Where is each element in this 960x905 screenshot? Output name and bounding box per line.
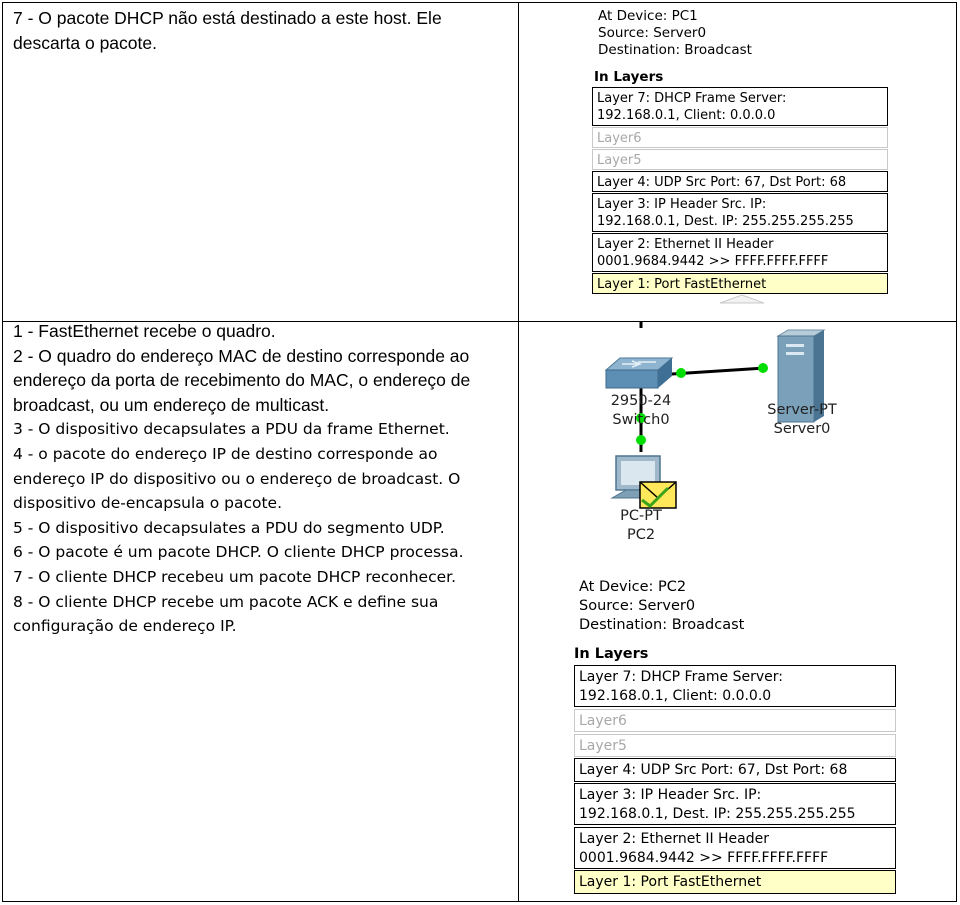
step-1: 1 - FastEthernet recebe o quadro. — [13, 321, 276, 341]
steps-list — [13, 319, 513, 639]
layer-2-box[interactable]: Layer 2: Ethernet II Header 0001.9684.9442 >> FFFF.FFFF.FFFF — [592, 233, 888, 272]
source: Source: Server0 — [579, 598, 696, 614]
switch-name-label: Switch0 — [612, 412, 670, 428]
server-model-label: Server-PT — [767, 402, 837, 418]
layer-6-box[interactable]: Layer6 — [592, 127, 888, 148]
destination: Destination: Broadcast — [598, 42, 752, 58]
step-6: 6 - O pacote é um pacote DHCP. O cliente DHCP processa. — [13, 543, 464, 562]
step-4: 4 - o pacote do endereço IP de destino corresponde ao endereço IP do dispositivo ou o endereço de broadcast. O dispositivo de-encapsula o pacote. — [13, 444, 461, 513]
step-5: 5 - O dispositivo decapsulates a PDU do segmento UDP. — [13, 518, 445, 537]
pc-model-label: PC-PT — [620, 508, 662, 524]
layer-7-box[interactable]: Layer 7: DHCP Frame Server: 192.168.0.1, Client: 0.0.0.0 — [574, 665, 896, 707]
layer-5-box[interactable]: Layer5 — [574, 734, 896, 757]
layer-4-box[interactable]: Layer 4: UDP Src Port: 67, Dst Port: 68 — [574, 758, 896, 782]
destination: Destination: Broadcast — [579, 617, 745, 633]
layer-4-box[interactable]: Layer 4: UDP Src Port: 67, Dst Port: 68 — [592, 171, 888, 192]
step-7: 7 - O cliente DHCP recebeu um pacote DHCP reconhecer. — [13, 567, 457, 586]
in-layers-heading: In Layers — [594, 69, 664, 85]
step-3: 3 - O dispositivo decapsulates a PDU da frame Ethernet. — [13, 420, 450, 439]
layer-3-box[interactable]: Layer 3: IP Header Src. IP: 192.168.0.1, Dest. IP: 255.255.255.255 — [574, 783, 896, 825]
step-2: 2 - O quadro do endereço MAC de destino corresponde ao endereço da porta de recebimento do MAC, o endereço de broadcast, ou um endereço de multicast. — [13, 345, 471, 415]
switch-icon[interactable] — [606, 358, 672, 388]
layer-2-box[interactable]: Layer 2: Ethernet II Header 0001.9684.9442 >> FFFF.FFFF.FFFF — [574, 827, 896, 869]
source: Source: Server0 — [598, 25, 707, 41]
pc-name-label: PC2 — [626, 527, 656, 543]
layer-5-box[interactable]: Layer5 — [592, 149, 888, 170]
link-status-dot — [676, 368, 686, 378]
layer-6-box[interactable]: Layer6 — [574, 709, 896, 732]
layer-7-box[interactable]: Layer 7: DHCP Frame Server: 192.168.0.1, Client: 0.0.0.0 — [592, 87, 888, 126]
layer-1-box[interactable]: Layer 1: Port FastEthernet — [592, 273, 888, 294]
server-name-label: Server0 — [773, 421, 831, 437]
at-device: At Device: PC2 — [579, 579, 687, 595]
switch-model-label: 2950-24 — [610, 393, 672, 409]
step-text: 7 - O pacote DHCP não está destinado a este host. Ele descarta o pacote. — [13, 8, 442, 53]
layer-3-box[interactable]: Layer 3: IP Header Src. IP: 192.168.0.1, Dest. IP: 255.255.255.255 — [592, 193, 888, 232]
envelope-icon[interactable] — [640, 482, 676, 508]
top-left-description — [13, 6, 503, 55]
link-status-dot — [636, 435, 646, 445]
in-layers-heading: In Layers — [574, 646, 649, 662]
layer-1-box[interactable]: Layer 1: Port FastEthernet — [574, 870, 896, 894]
column-divider — [518, 2, 519, 902]
expand-tab-icon — [720, 294, 764, 304]
step-8: 8 - O cliente DHCP recebe um pacote ACK e define sua configuração de endereço IP. — [13, 592, 439, 636]
at-device: At Device: PC1 — [598, 8, 698, 24]
link-status-dot — [758, 363, 768, 373]
